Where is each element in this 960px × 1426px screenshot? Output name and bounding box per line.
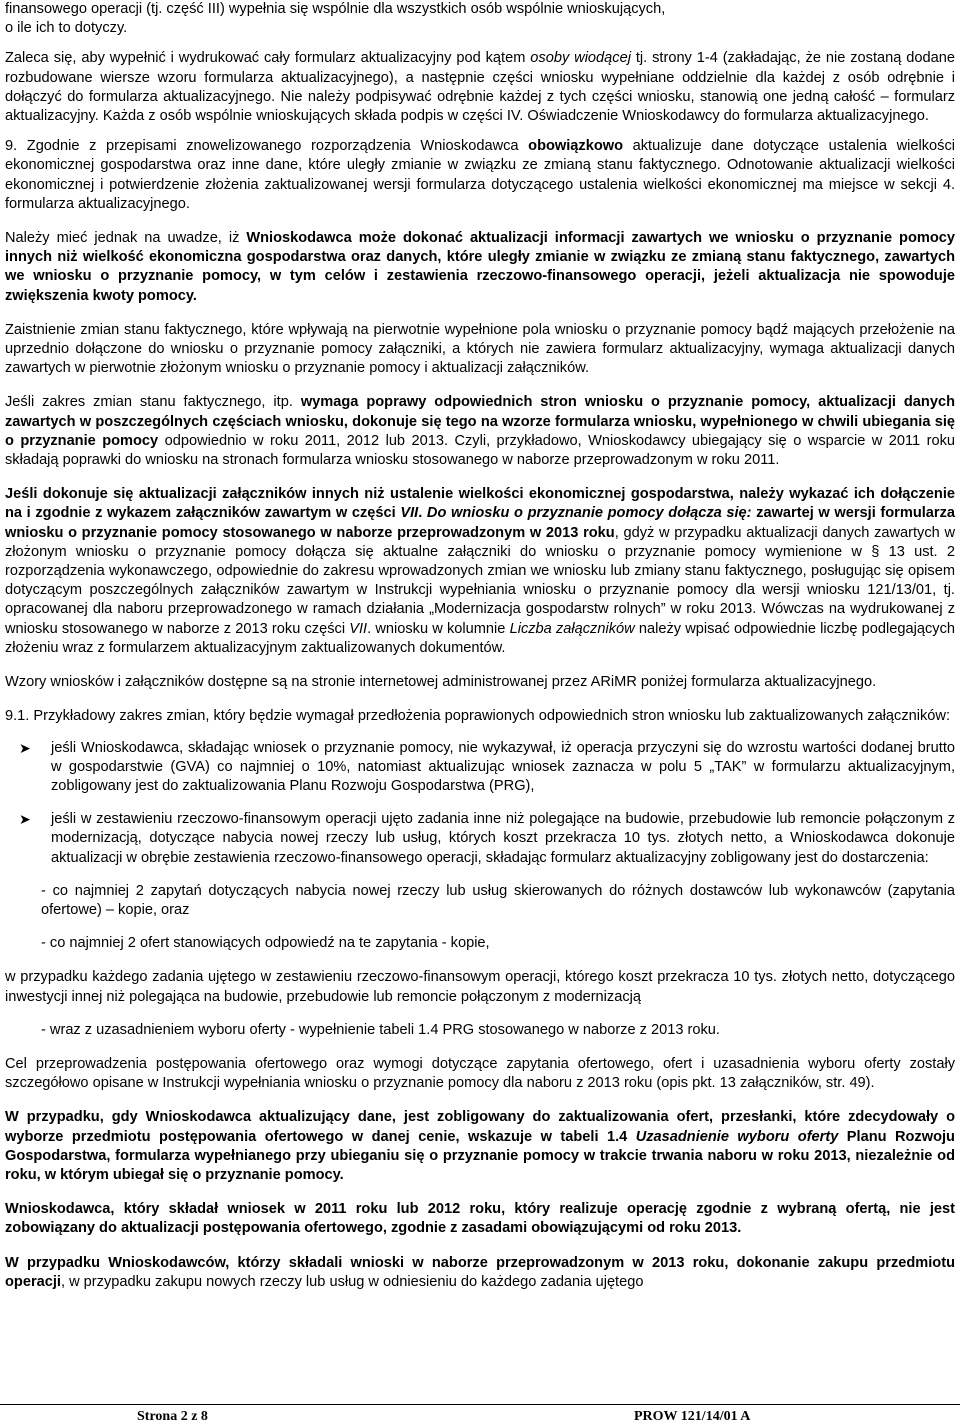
- text-run-bold: zawartej w wersji formularza wniosku o przyznanie pomocy stosowanego w naborze przeprowadzonym w 2013 roku: [5, 505, 955, 541]
- paragraph-zaistnienie: Zaistnienie zmian stanu faktycznego, które wpływają na pierwotnie wypełnione pola wniosku o przyznanie pomocy bądź mających przełożenie na uprzednio dołączone do wniosku o przyznanie pomocy załączniki, a których nie zawiera formularz aktualizacyjny, wymaga aktualizacji danych zawartych w pierwotnie złożonym wniosku o przyznanie pomocy i aktualizacji załączników.: [5, 321, 955, 377]
- text-run: odpowiednio w roku 2011, 2012 lub 2013. Czyli, przykładowo, Wnioskodawcy ubiegający się o wsparcie w 2011 roku składają poprawki do wniosku na stronach formularza wniosku stosowanego w naborze przeprowadzonym w roku 2011.: [5, 432, 955, 469]
- text-run: tj. strony 1-4 (zakładając, że nie zostaną dodane rozbudowane wiersze wzoru formularza aktualizacyjnego), a następnie części wniosku wypełniane oddzielnie dla każdej z osób odrębnie i dołączyć do formularza aktualizacyjnego. Nie należy podpisywać odrębnie każdej z tych części wniosku, stanowią one jedną całość – formularz aktualizacyjny. Każda z osób wspólnie wnioskujących składa podpis w części IV. Oświadczenie Wnioskodawcy do formularza aktualizacyjnego.: [5, 50, 955, 125]
- arrow-bullet-icon: ➤: [19, 811, 31, 828]
- section-number: 9.1.: [5, 708, 30, 725]
- text-run-bold: W przypadku Wnioskodawców, którzy składali wnioski w naborze przeprowadzonym w 2013 roku, dokonanie zakupu przedmiotu operacji: [5, 1254, 955, 1290]
- paragraph-wnioskodawcow: [5, 1254, 955, 1292]
- text-run-bold-italic: Do wniosku o przyznanie pomocy dołącza się:: [426, 505, 752, 522]
- dash-item-3: - wraz z uzasadnieniem wyboru oferty - wypełnienie tabeli 1.4 PRG stosowanego w naborze z 2013 roku.: [41, 1021, 720, 1038]
- dash-item-2: - co najmniej 2 ofert stanowiących odpowiedź na te zapytania - kopie,: [41, 935, 490, 952]
- paragraph-nalezy: [5, 229, 955, 306]
- intro-paragraph: [5, 0, 955, 38]
- text-run-italic: osoby wiodącej: [530, 50, 631, 67]
- paragraph-w-przypadku-gdy: [5, 1108, 955, 1185]
- text-run: , gdyż w przypadku aktualizacji danych zawartych w złożonym wniosku o przyznanie pomocy dołącza się aktualne załączniki do wniosku o przyznanie pomocy wymienione w § 13 ust. 2 rozporządzenia wykonawczego, odpowiednie do zakresu wprowadzonych zmian we wniosku lub zmiany stanu faktycznego, posługując się opisem dotyczącym poszczególnych załączników zawartym w Instrukcji wypełniania wniosku o przyznanie pomocy dla wersji wniosku 121/13/01, tj. opracowanej dla naboru przeprowadzonego w ramach działania „Modernizacja gospodarstw rolnych” w roku 2013. Wówczas na wydrukowanej z wniosku stosowanego w naborze z 2013 roku części: [5, 524, 955, 637]
- text-run-bold: W przypadku, gdy Wnioskodawca aktualizujący dane, jest zobligowany do zaktualizowania ofert, przesłanki, które zdecydowały o wyborze przedmiotu postępowania ofertowego w danej cenie, wskazuje w tabeli 1.4: [5, 1109, 955, 1145]
- text-run-bold: .: [418, 505, 427, 522]
- paragraph-9-1: [5, 707, 955, 726]
- text-run: Zgodnie z przepisami znowelizowanego rozporządzenia Wnioskodawca: [17, 138, 529, 155]
- text-run-bold: obowiązkowo: [528, 138, 624, 155]
- paragraph-wnioskodawca: [5, 1200, 955, 1238]
- arrow-bullet-icon: ➤: [19, 739, 31, 756]
- intro-line-1: finansowego operacji (tj. część III) wypełnia się wspólnie dla wszystkich osób wspólnie wnioskujących,: [5, 1, 666, 17]
- document-reference: PROW 121/14/01 A: [634, 1409, 751, 1424]
- text-run: Zaleca się, aby wypełnić i wydrukować cały formularz aktualizacyjny pod kątem: [5, 50, 531, 67]
- text-run: należy wpisać odpowiednie liczbę podlegających złożeniu wraz z formularzem aktualizacyjnym zaktualizowanych dokumentów.: [5, 620, 955, 656]
- text-run: . wniosku w kolumnie: [367, 620, 510, 637]
- list-item: [5, 739, 955, 797]
- text-run-italic: VII: [349, 620, 368, 637]
- text-run: Jeśli zakres zmian stanu faktycznego, itp.: [5, 394, 301, 411]
- dash-item-1: - co najmniej 2 zapytań dotyczących nabycia nowej rzeczy lub usług skierowanych do różnych dostawców lub wykonawców (zapytania ofertowe) – kopie, oraz: [41, 882, 955, 918]
- text-run: , w przypadku zakupu nowych rzeczy lub usług w odniesieniu do każdego zadania ujętego: [60, 1273, 644, 1290]
- page-footer: [0, 1404, 960, 1425]
- paragraph-w-przypadku-kazdego: w przypadku każdego zadania ujętego w zestawieniu rzeczowo-finansowym operacji, którego koszt przekracza 10 tys. złotych netto, dotyczącego inwestycji innej niż polegająca na budowie, przebudowie lub remoncie połączonym z modernizacją: [5, 969, 955, 1005]
- text-run: Przykładowy zakres zmian, który będzie wymagał przedłożenia poprawionych odpowiednich stron wniosku lub zaktualizowanych załączników:: [29, 708, 951, 725]
- list-item: [5, 810, 955, 868]
- text-run: Należy mieć jednak na uwadze, iż: [5, 230, 247, 247]
- list-item-text: jeśli Wnioskodawca, składając wniosek o przyznanie pomocy, nie wykazywał, iż operacja przyczyni się do wzrostu wartości dodanej brutto w gospodarstwie (GVA) co najmniej o 10%, natomiast aktualizując wniosek zaznacza w polu 5 „TAK” w formularzu aktualizacyjnym, zobligowany jest do zaktualizowania Planu Rozwoju Gospodarstwa (PRG),: [51, 739, 955, 794]
- text-run: aktualizuje dane dotyczące ustalenia wielkości ekonomicznej gospodarstwa oraz inne dane, które uległy zmianie w związku ze zmianą stanu faktycznego. Odnotowanie aktualizacji wielkości ekonomicznej i potwierdzenie złożenia zaktualizowanej wersji formularza dotyczącego ustalenia wielkości ekonomicznej ma miejsce w sekcji 4. formularza aktualizacyjnego.: [5, 138, 955, 212]
- text-run-bold-italic: Uzasadnienie wyboru oferty: [635, 1128, 839, 1145]
- paragraph-9: [5, 137, 955, 214]
- text-run-bold: wymaga poprawy odpowiednich stron wniosku o przyznanie pomocy, aktualizacji danych zawartych w poszczególnych częściach wniosku, dokonuje się tego na wzorze formularza wniosku, wypełnionego w chwili ubiegania się o przyznanie pomocy: [5, 394, 955, 449]
- paragraph-cel: Cel przeprowadzenia postępowania ofertowego oraz wymogi dotyczące zapytania ofertowego, ofert i uzasadnienia wyboru oferty zostały szczegółowo opisane w Instrukcji wypełniania wniosku o przyznanie pomocy dla naboru z 2013 roku (opis pkt. 13 załączników, str. 49).: [5, 1055, 955, 1092]
- paragraph-zaleca: [5, 49, 955, 126]
- list-item-text: jeśli w zestawieniu rzeczowo-finansowym operacji ujęto zadania inne niż polegające na budowie, przebudowie lub remoncie połączonym z modernizacją, dotyczące nabycia nowej rzeczy lub usług, których koszt przekracza 10 tys. złotych netto, a Wnioskodawca dokonuje aktualizacji w obrębie zestawienia rzeczowo-finansowego operacji, składając formularz aktualizacyjny zobligowany jest do dostarczenia:: [51, 811, 955, 866]
- text-run-bold-italic: VII: [400, 505, 419, 522]
- paragraph-jesli-dokonuje: [5, 485, 955, 658]
- text-run-bold: Wnioskodawca może dokonać aktualizacji informacji zawartych we wniosku o przyznanie pomocy innych niż wielkość ekonomiczna gospodarstwa oraz danych, które uległy zmianie w związku ze zmianą stanu faktycznego, zawartych we wniosku o przyznanie pomocy, w tym celów i zestawienia rzeczowo-finansowego operacji, jeżeli aktualizacja nie spowoduje zwiększenia kwoty pomocy.: [5, 230, 955, 304]
- page-number: Strona 2 z 8: [137, 1409, 208, 1424]
- text-run-italic: Liczba załączników: [509, 620, 635, 637]
- paragraph-wzory: Wzory wniosków i załączników dostępne są na stronie internetowej administrowanej przez ARiMR poniżej formularza aktualizacyjnego.: [5, 674, 877, 691]
- intro-line-2: o ile ich to dotyczy.: [5, 20, 128, 37]
- text-run-bold: Wnioskodawca, który składał wniosek w 2011 roku lub 2012 roku, który realizuje operację zgodnie z wybraną ofertą, nie jest zobowiązany do aktualizacji postępowania ofertowego, zgodnie z zasadami obowiązującymi od roku 2013.: [5, 1201, 955, 1237]
- section-number: 9.: [5, 138, 18, 155]
- text-run-bold: Planu Rozwoju Gospodarstwa, formularza wypełnianego przy ubieganiu się o przyznanie pomocy w trakcie trwania naboru w roku 2013, niezależnie od roku, w którym ubiegał się o przyznanie pomocy.: [5, 1128, 955, 1183]
- paragraph-jesli-zakres: [5, 393, 955, 470]
- text-run-bold: Jeśli dokonuje się aktualizacji załączników innych niż ustalenie wielkości ekonomicznej gospodarstwa, należy wykazać ich dołączenie na i zgodnie z wykazem załączników zawartym w części: [5, 486, 955, 522]
- document-page: [5, 0, 955, 1292]
